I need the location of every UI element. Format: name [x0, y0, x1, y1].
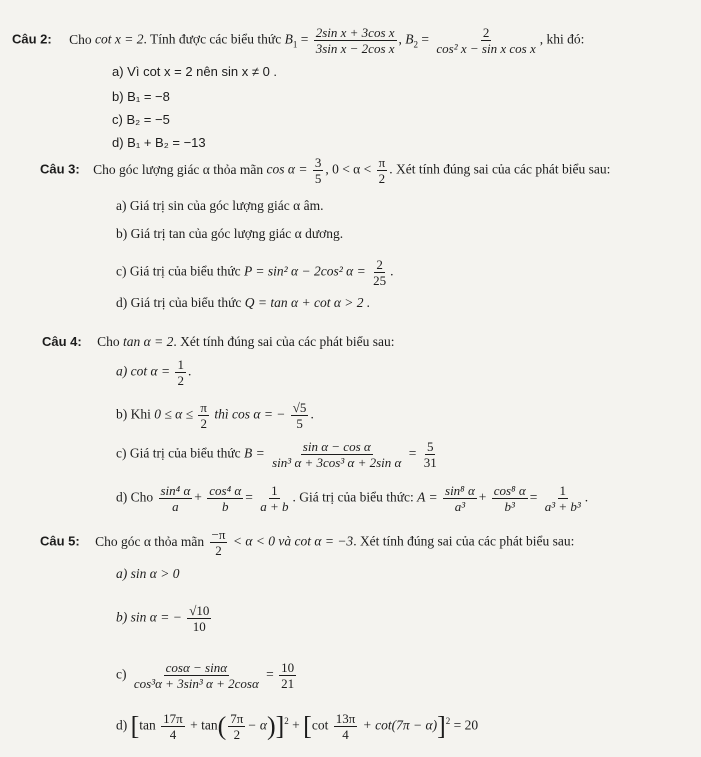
q5-header: [40, 528, 574, 557]
q5-statement-b: [116, 604, 213, 633]
q3-given-lhs: cos α =: [266, 161, 308, 177]
q4-statement-b: b) Khi 0 ≤ α ≤ $\frac{\pi}{2}$ thì cos α = − $\frac{√5}{5}$ .: [116, 400, 314, 431]
q4-c-fraction: $\frac{\text{sin α − cos α}}{\text{sin³ α + 3cos³ α + 2sin α}}$: [272, 439, 402, 470]
q2-b2-lhs: B: [405, 31, 414, 47]
q4-statement-c: c) Giá trị của biểu thức B = $\frac{\text{sin α − cos α}}{\text{sin³ α + 3cos³ α + 2sin α}}$ = $\frac{5}{31}$: [116, 439, 437, 470]
q4-b-then: thì cos α = −: [214, 406, 286, 422]
q5-d-label: d): [116, 717, 128, 733]
q2-text2: , khi đó:: [539, 31, 585, 47]
q4-d-frac3: $\frac{1}{a + b}$: [260, 483, 289, 514]
q4-d-frac6: $\frac{1}{\text{a³ + b³}}$: [544, 483, 581, 514]
q4-a-fraction: $\frac{1}{2}$: [177, 357, 184, 388]
q4-d-frac1: $\frac{\text{sin⁴ α}}{a}$: [160, 483, 191, 514]
q3-statement-a: a) Giá trị sin của góc lượng giác α âm.: [116, 198, 324, 213]
q4-d-frac4: $\frac{\text{sin⁸ α}}{\text{a³}}$: [445, 483, 475, 514]
q4-d-A: A =: [417, 489, 438, 505]
q5-d-tan1: tan: [139, 717, 156, 733]
q2-statement-d: d) B₁ + B₂ = −13: [112, 135, 206, 150]
q3-c-text: c) Giá trị của biểu thức: [116, 263, 241, 279]
q5-c-result-fraction: $\frac{10}{21}$: [281, 660, 295, 691]
q5-d-minus-alpha: − α: [247, 717, 267, 733]
q3-statement-b: b) Giá trị tan của góc lượng giác α dương.: [116, 226, 344, 241]
q5-statement-c: c) $\frac{\cos\alpha - \sin\alpha}{\text{cos³α + 3sin³ α + 2cosα}}$ = $\frac{10}{21}$: [116, 660, 295, 691]
q4-statement-d: d) Cho $\frac{\text{sin⁴ α}}{a}$ + $\frac{\text{cos⁴ α}}{b}$ = $\frac{1}{a + b}$ . Giá trị của biểu thức: A = $\frac{\text{sin⁸ α}}{\text{a³}}$ + $\frac{\text{cos⁸ α}}{\text{b³}}$ = $\frac{1}{\text{a³ + b³}}$ .: [116, 483, 589, 514]
q2-b1-fraction: $\frac{\text{2sin x + 3cos x}}{\text{3sin x − 2cos x}}$: [315, 25, 395, 56]
q2-intro: Cho: [69, 31, 92, 47]
q2-statement-b: b) B₁ = −8: [112, 89, 170, 104]
q5-c-fraction: $\frac{\cos\alpha - \sin\alpha}{\text{cos³α + 3sin³ α + 2cosα}}$: [133, 660, 259, 691]
q2-b1-lhs: B: [284, 31, 293, 47]
q3-cond: , 0 < α <: [325, 161, 372, 177]
q4-d-text2: . Giá trị của biểu thức:: [292, 489, 414, 505]
q5-b-lhs: b) sin α = −: [116, 609, 182, 625]
q4-b-cond: 0 ≤ α ≤: [154, 406, 194, 422]
q4-intro: Cho: [97, 334, 120, 349]
q4-d-frac2: $\frac{\text{cos⁴ α}}{b}$: [209, 483, 242, 514]
q4-statement-a: a) cot α = $\frac{1}{2}$ .: [116, 357, 192, 388]
q4-c-lhs: B =: [244, 445, 265, 461]
q4-header: [42, 335, 395, 349]
q5-intro: Cho góc α thỏa mãn: [95, 533, 205, 549]
q5-cond-fraction: $\frac{-\pi}{2}$: [211, 527, 226, 558]
q5-a-text: a) sin α > 0: [116, 566, 180, 581]
q3-statement-d: [116, 296, 370, 310]
q4-d-frac5: $\frac{\text{cos⁸ α}}{\text{b³}}$: [493, 483, 526, 514]
q5-statement-a: [116, 567, 179, 581]
q2-label: Câu 2:: [12, 31, 52, 47]
q4-label: Câu 4:: [42, 334, 82, 349]
q5-label: Câu 5:: [40, 533, 80, 549]
q2-given: cot x = 2: [95, 31, 144, 47]
q5-b-fraction: $\frac{√10}{10}$: [189, 603, 210, 634]
q4-b-text: b) Khi: [116, 406, 151, 422]
q4-c-result-fraction: $\frac{5}{31}$: [423, 439, 437, 470]
q5-d-tan2: + tan: [190, 717, 218, 733]
q4-given: tan α = 2: [123, 334, 174, 349]
q5-d-frac3: $\frac{13\pi}{4}$: [335, 711, 356, 742]
q3-intro: Cho góc lượng giác α thỏa mãn: [93, 161, 264, 177]
q2-statement-a: a) Vì cot x = 2 nên sin x ≠ 0 .: [112, 64, 278, 79]
q5-d-frac1: $\frac{17\pi}{4}$: [163, 711, 183, 742]
q5-statement-d: d) [tan $\frac{17\pi}{4}$ + tan( $\frac{7\pi}{2}$ − α)]$^2$ + [cot $\frac{13\pi}{4}$ + cot(7π − α)]$^2$ = 20: [116, 711, 479, 742]
q2-text1: . Tính được các biểu thức: [143, 31, 282, 47]
q5-text: . Xét tính đúng sai của các phát biểu sau:: [353, 533, 575, 549]
q5-d-rhs: = 20: [453, 717, 479, 733]
q3-c-fraction: $\frac{2}{25}$: [373, 257, 387, 288]
q3-header: [40, 156, 610, 185]
q4-d-text: d) Cho: [116, 489, 154, 505]
q3-d-text: d) Giá trị của biểu thức: [116, 295, 242, 310]
q2-statement-c: c) B₂ = −5: [112, 112, 170, 127]
q4-b-fraction: $\frac{√5}{5}$: [292, 400, 307, 431]
q3-cond-fraction: $\frac{\pi}{2}$: [378, 155, 386, 186]
q5-d-cot2: + cot(7π − α): [362, 717, 438, 733]
q3-c-expr: P = sin² α − 2cos² α =: [244, 263, 366, 279]
q5-c-label: c): [116, 666, 127, 682]
q2-b2-fraction: $\frac{2}{\text{cos² x − sin x cos x}}$: [436, 25, 536, 56]
q3-label: Câu 3:: [40, 161, 80, 177]
q5-d-frac2: $\frac{7\pi}{2}$: [230, 711, 244, 742]
q2-header: Câu 2: Cho cot x = 2. Tính được các biểu thức $B_1$ = $\frac{\text{2sin x + 3cos x}}{\text{3sin x − 2cos x}}$ , $B_2$ = $\frac{2}{\text{cos² x − sin x cos x}}$ , khi đó:: [12, 25, 585, 56]
q3-text: . Xét tính đúng sai của các phát biểu sau:: [389, 161, 611, 177]
q3-statement-c: c) Giá trị của biểu thức P = sin² α − 2cos² α = $\frac{2}{25}$ .: [116, 257, 394, 288]
q4-b-cond-fraction: $\frac{\pi}{2}$: [200, 400, 207, 431]
q3-given-fraction: $\frac{3}{5}$: [314, 155, 322, 186]
q4-c-text: c) Giá trị của biểu thức: [116, 445, 241, 461]
q3-d-expr: Q = tan α + cot α > 2 .: [244, 295, 371, 310]
q5-d-cot1: cot: [311, 717, 329, 733]
q5-cond-rest: < α < 0 và cot α = −3: [232, 533, 354, 549]
q4-text: . Xét tính đúng sai của các phát biểu sau:: [173, 334, 395, 349]
q4-a-lhs: a) cot α =: [116, 363, 171, 379]
